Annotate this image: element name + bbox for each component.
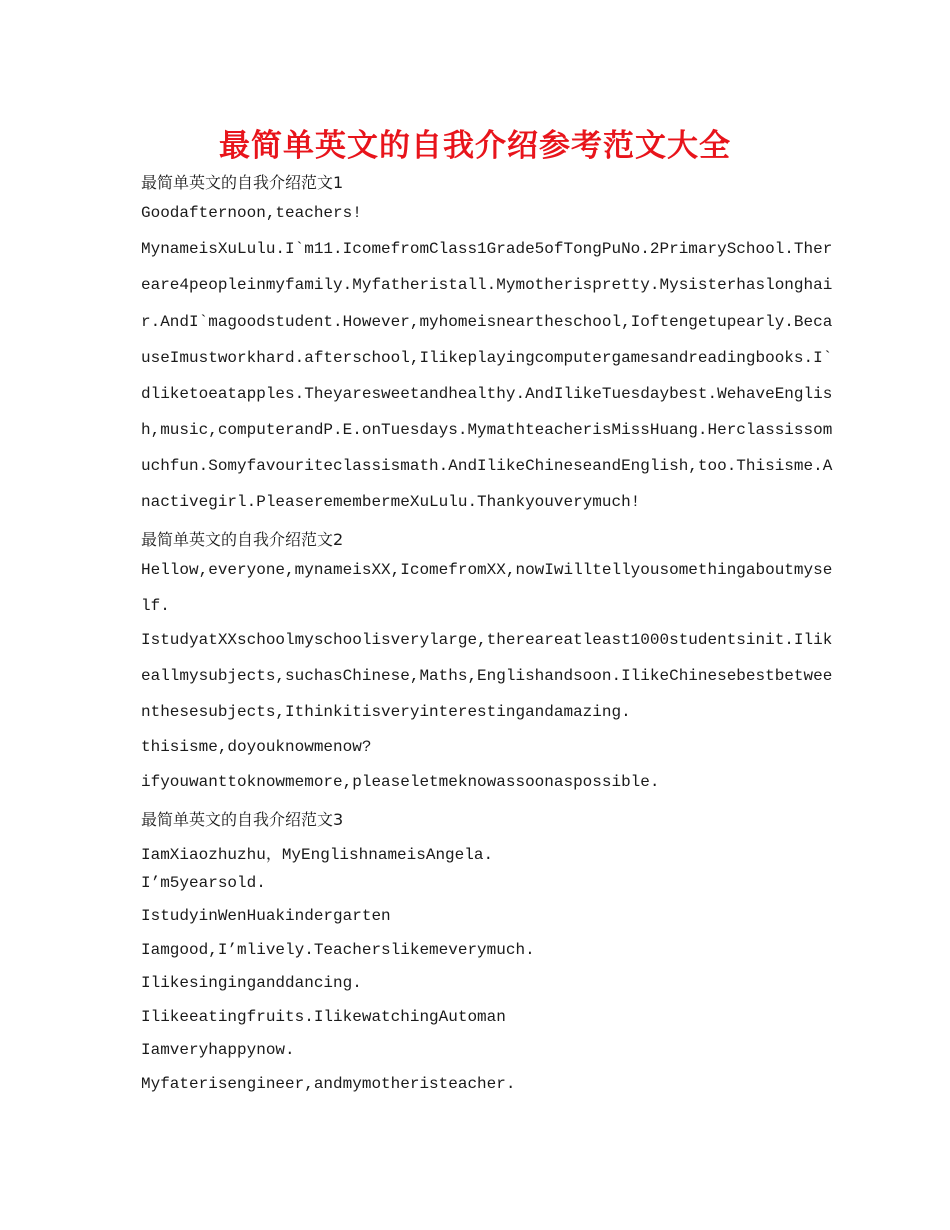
text-line: Hellow,everyone,mynameisXX,IcomefromXX,nowIwilltellyousomethingaboutmyse (141, 561, 833, 579)
text-line: MynameisXuLulu.I`m11.IcomefromClass1Grade5ofTongPuNo.2PrimarySchool.Ther (141, 240, 833, 258)
text-line: Iamgood,I’mlively.Teacherslikemeverymuch. (141, 941, 535, 959)
document-title: 最简单英文的自我介绍参考范文大全 (219, 128, 731, 164)
text-line: nthesesubjects,Ithinkitisveryinterestingandamazing. (141, 703, 631, 721)
text-line: eallmysubjects,suchasChinese,Maths,Englishandsoon.IlikeChinesebestbetwee (141, 667, 833, 685)
text-line: Iamveryhappynow. (141, 1041, 295, 1059)
text-line: r.AndI`magoodstudent.However,myhomeisneartheschool,Ioftengetupearly.Beca (141, 313, 833, 331)
text-line: thisisme,doyouknowmenow? (141, 738, 372, 756)
text-line: IamXiaozhuzhu，MyEnglishnameisAngela. (141, 846, 494, 864)
section-heading-2: 最简单英文的自我介绍范文2 (141, 530, 344, 549)
text-line: Ilikesinginganddancing. (141, 974, 362, 992)
text-line: useImustworkhard.afterschool,Ilikeplayingcomputergamesandreadingbooks.I` (141, 349, 833, 367)
text-line: Myfaterisengineer,andmymotheristeacher. (141, 1075, 516, 1093)
section-heading-1: 最简单英文的自我介绍范文1 (141, 173, 344, 192)
text-line: Ilikeeatingfruits.IlikewatchingAutoman (141, 1008, 506, 1026)
text-line: IstudyatXXschoolmyschoolisverylarge,thereareatleast1000studentsinit.Ilik (141, 631, 833, 649)
text-line: IstudyinWenHuakindergarten (141, 907, 391, 925)
text-line: I’m5yearsold. (141, 874, 266, 892)
text-line: lf. (141, 597, 170, 615)
text-line: nactivegirl.PleaseremembermeXuLulu.Thankyouverymuch! (141, 493, 641, 511)
section-heading-3: 最简单英文的自我介绍范文3 (141, 810, 344, 829)
text-line: ifyouwanttoknowmemore,pleaseletmeknowassoonaspossible. (141, 773, 660, 791)
text-line: eare4peopleinmyfamily.Myfatheristall.Mymotherispretty.Mysisterhaslonghai (141, 276, 833, 294)
text-line: h,music,computerandP.E.onTuesdays.MymathteacherisMissHuang.Herclassissom (141, 421, 833, 439)
text-line: uchfun.Somyfavouriteclassismath.AndIlikeChineseandEnglish,too.Thisisme.A (141, 457, 833, 475)
text-line: Goodafternoon,teachers! (141, 204, 362, 222)
text-line: dliketoeatapples.Theyaresweetandhealthy.AndIlikeTuesdaybest.WehaveEnglis (141, 385, 833, 403)
